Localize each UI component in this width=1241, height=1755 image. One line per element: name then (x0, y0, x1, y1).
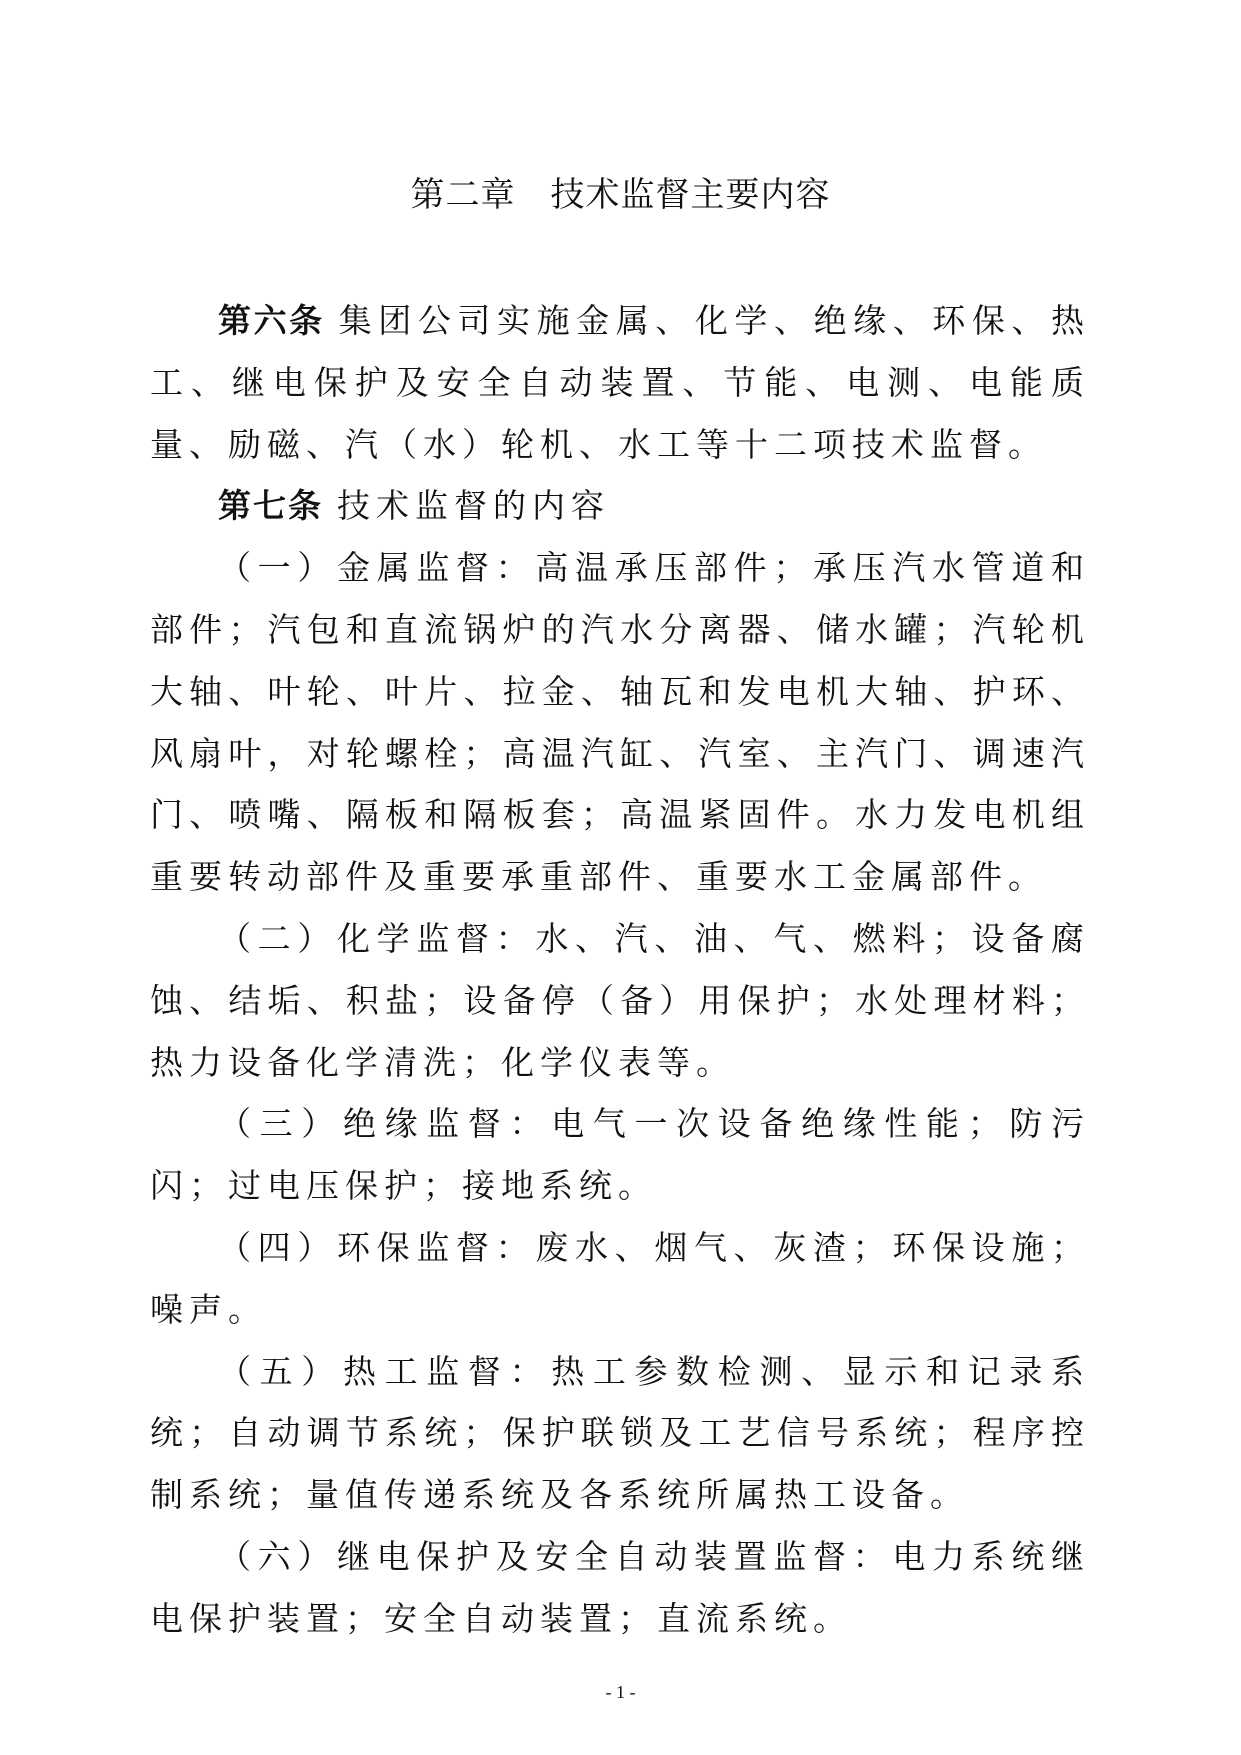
article-7-text: 技术监督的内容 (337, 486, 610, 526)
article-7-paragraph (150, 475, 1090, 537)
document-body (150, 290, 1090, 1650)
item-environmental-supervision: （四）环保监督：废水、烟气、灰渣；环保设施；噪声。 (150, 1227, 1090, 1329)
chapter-title: 第二章 技术监督主要内容 (410, 175, 831, 215)
page-number: - 1 - (605, 1682, 636, 1702)
item-chemical-supervision: （二）化学监督：水、汽、油、气、燃料；设备腐蚀、结垢、积盐；设备停（备）用保护；水处理材料；热力设备化学清洗；化学仪表等。 (150, 918, 1090, 1082)
article-6-paragraph (150, 290, 1090, 475)
item-metal-supervision: （一）金属监督：高温承压部件；承压汽水管道和部件；汽包和直流锅炉的汽水分离器、储水罐；汽轮机大轴、叶轮、叶片、拉金、轴瓦和发电机大轴、护环、风扇叶，对轮螺栓；高温汽缸、汽室、主汽门、调速汽门、喷嘴、隔板和隔板套；高温紧固件。水力发电机组重要转动部件及重要承重部件、重要水工金属部件。 (150, 548, 1090, 897)
article-6-text: 集团公司实施金属、化学、绝缘、环保、热工、继电保护及安全自动装置、节能、电测、电能质量、励磁、汽（水）轮机、水工等十二项技术监督。 (150, 301, 1091, 464)
article-7-number: 第七条 (218, 486, 323, 526)
item-thermal-control-supervision: （五）热工监督：热工参数检测、显示和记录系统；自动调节系统；保护联锁及工艺信号系统；程序控制系统；量值传递系统及各系统所属热工设备。 (150, 1351, 1090, 1515)
item-insulation-supervision: （三）绝缘监督：电气一次设备绝缘性能；防污闪；过电压保护；接地系统。 (150, 1104, 1090, 1206)
article-6-number: 第六条 (218, 301, 325, 340)
item-relay-protection-supervision: （六）继电保护及安全自动装置监督：电力系统继电保护装置；安全自动装置；直流系统。 (150, 1536, 1090, 1638)
